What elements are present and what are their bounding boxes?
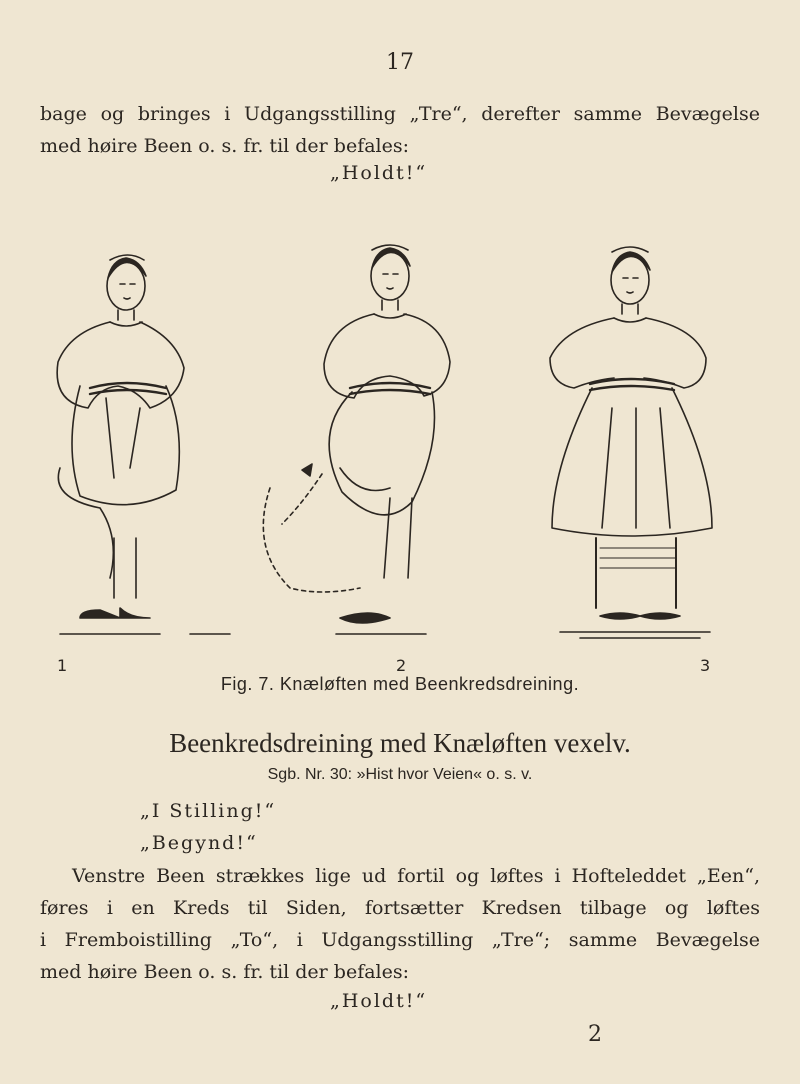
- gymnast-figure-1: [57, 255, 230, 634]
- text-line: Venstre Been strækkes lige ud fortil og løftes i Hofteleddet „Een“,: [72, 865, 760, 887]
- text-line: med høire Been o. s. fr. til der befales:: [40, 961, 410, 983]
- figure-label-2: 2: [396, 656, 407, 675]
- page-number: 17: [386, 50, 414, 75]
- text-line: i Fremboistilling „To“, i Udgangsstilling „Tre“; samme Bevægelse: [40, 929, 760, 951]
- figure-label-3: 3: [700, 656, 711, 675]
- figure-label-1: 1: [57, 656, 68, 675]
- command-stilling: „I Stilling!“: [140, 800, 277, 822]
- command-holdt-top: „Holdt!“: [330, 162, 428, 184]
- figure-illustration: [40, 238, 760, 648]
- figure-caption: Fig. 7. Knæløften med Beenkredsdreining.: [220, 674, 580, 694]
- top-paragraph: [40, 98, 760, 162]
- signature-number: 2: [588, 1022, 602, 1047]
- body-paragraph: [40, 860, 760, 988]
- gymnast-figure-2: [263, 245, 450, 634]
- song-reference: Sgb. Nr. 30: »Hist hvor Veien« o. s. v.: [267, 766, 533, 783]
- command-begynd: „Begynd!“: [140, 832, 258, 854]
- text-line: føres i en Kreds til Siden, fortsætter Kredsen tilbage og løftes: [40, 897, 760, 919]
- text-line: med høire Been o. s. fr. til der befales:: [40, 135, 410, 157]
- text-line: bage og bringes i Udgangsstilling „Tre“, derefter samme Bevægelse: [40, 103, 760, 125]
- section-heading: Beenkredsdreining med Knæløften vexelv.: [169, 728, 631, 758]
- command-holdt-bottom: „Holdt!“: [330, 990, 428, 1012]
- gymnast-figure-3: [550, 247, 712, 638]
